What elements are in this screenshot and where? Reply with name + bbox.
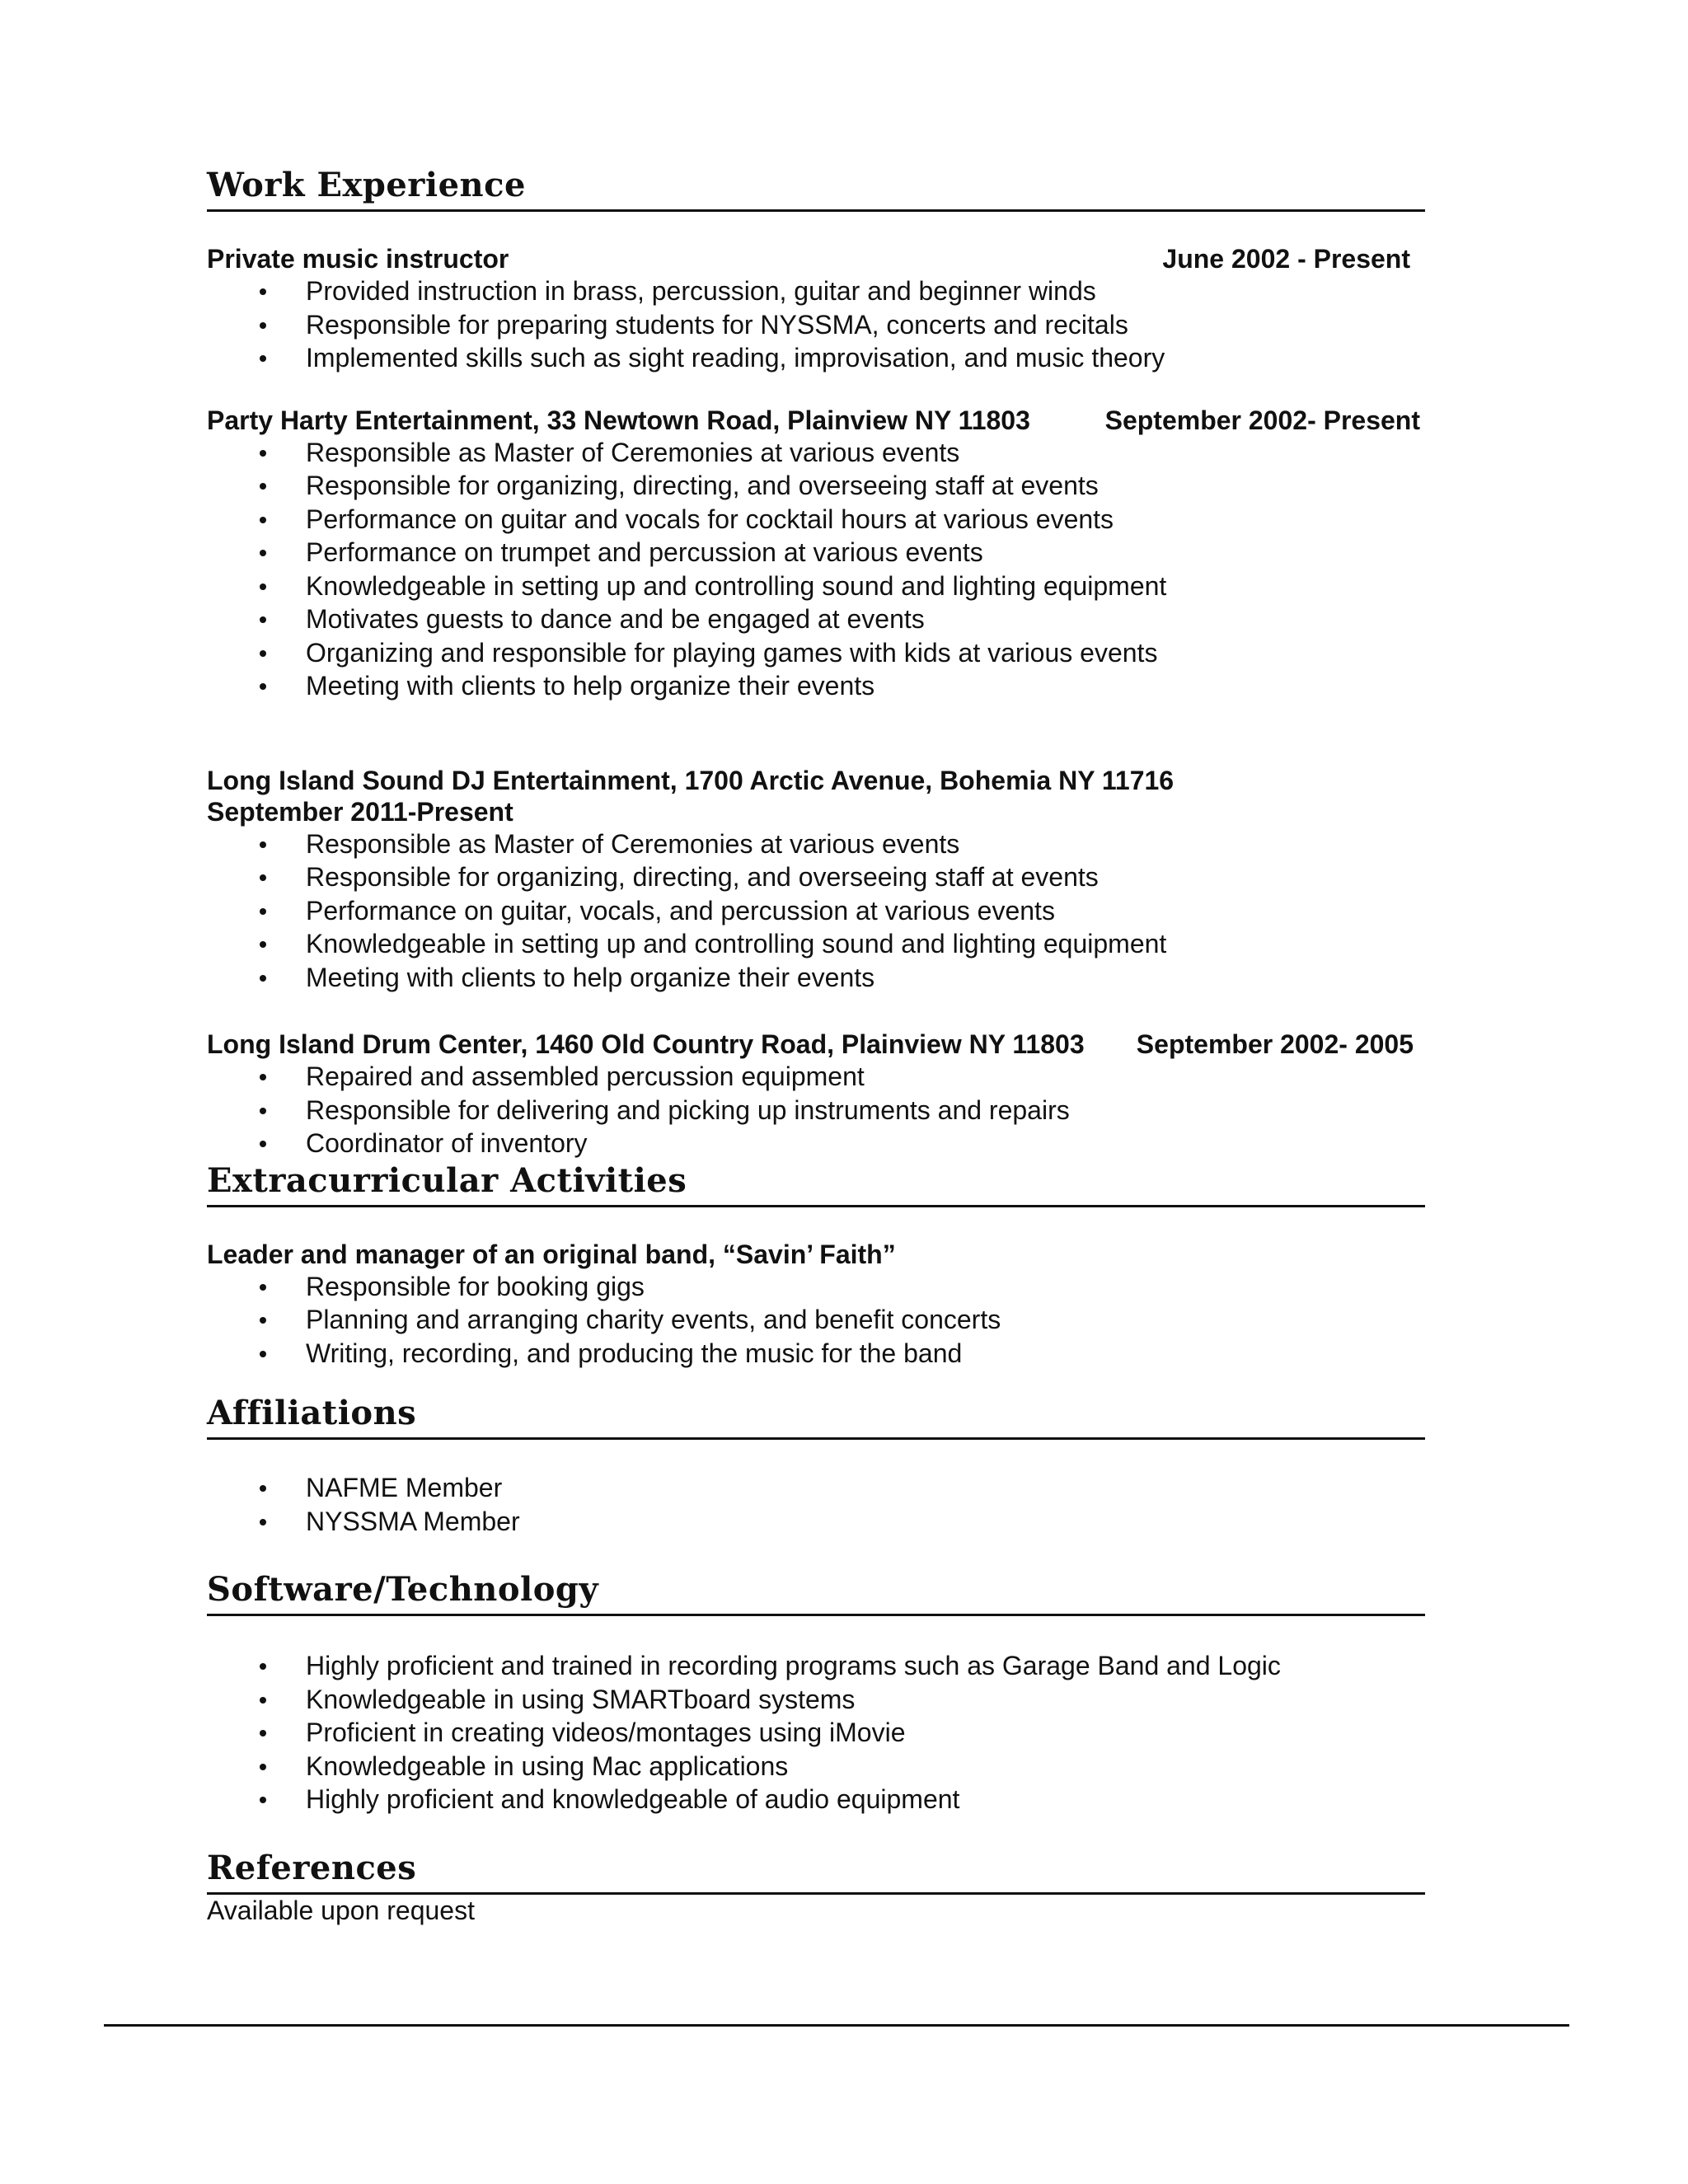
job-bullets xyxy=(207,274,1425,375)
list-item: Planning and arranging charity events, and benefit concerts xyxy=(207,1303,1425,1337)
list-item: Writing, recording, and producing the music for the band xyxy=(207,1337,1425,1371)
list-item: Responsible for preparing students for NYSSMA, concerts and recitals xyxy=(207,308,1425,342)
list-item: Knowledgeable in setting up and controlling sound and lighting equipment xyxy=(207,927,1425,961)
list-item: Implemented skills such as sight reading, improvisation, and music theory xyxy=(207,341,1425,375)
job-heading-long-island-sound: Long Island Sound DJ Entertainment, 1700 Arctic Avenue, Bohemia NY 11716 xyxy=(207,765,1175,795)
list-item: Highly proficient and knowledgeable of audio equipment xyxy=(207,1783,1425,1816)
list-item: Responsible as Master of Ceremonies at various events xyxy=(207,827,1425,861)
job-heading-drum-center xyxy=(207,1029,1425,1060)
list-item: Provided instruction in brass, percussion, guitar and beginner winds xyxy=(207,274,1425,308)
job-bullets xyxy=(207,436,1425,703)
job-date: June 2002 - Present xyxy=(1162,244,1410,274)
list-item: Coordinator of inventory xyxy=(207,1127,1425,1160)
references-text: Available upon request xyxy=(207,1895,475,1925)
activity-heading: Leader and manager of an original band, “Savin’ Faith” xyxy=(207,1239,896,1269)
list-item: Responsible as Master of Ceremonies at various events xyxy=(207,436,1425,470)
section-title-software: Software/Technology xyxy=(207,1569,1425,1616)
activity-bullets xyxy=(207,1270,1425,1371)
job-title: Long Island Drum Center, 1460 Old Country Road, Plainview NY 11803 xyxy=(207,1029,1085,1059)
job-date: September 2002- 2005 xyxy=(1136,1029,1414,1059)
list-item: NAFME Member xyxy=(207,1471,1425,1505)
list-item: Knowledgeable in setting up and controlling sound and lighting equipment xyxy=(207,569,1425,603)
list-item: Performance on guitar, vocals, and percussion at various events xyxy=(207,894,1425,928)
job-date: September 2011-Present xyxy=(207,796,513,827)
section-title-affiliations: Affiliations xyxy=(207,1393,1425,1440)
list-item: Responsible for delivering and picking up instruments and repairs xyxy=(207,1094,1425,1127)
job-title: Party Harty Entertainment, 33 Newtown Road, Plainview NY 11803 xyxy=(207,405,1030,435)
section-title-references: References xyxy=(207,1848,1425,1895)
section-title-work-experience: Work Experience xyxy=(207,165,1425,212)
resume-content xyxy=(207,165,1425,1926)
list-item: Meeting with clients to help organize their events xyxy=(207,961,1425,995)
list-item: Responsible for organizing, directing, and overseeing staff at events xyxy=(207,860,1425,894)
footer-rule xyxy=(104,2024,1569,2027)
list-item: Performance on guitar and vocals for cocktail hours at various events xyxy=(207,503,1425,537)
list-item: Responsible for booking gigs xyxy=(207,1270,1425,1304)
list-item: Knowledgeable in using SMARTboard systems xyxy=(207,1683,1425,1717)
job-bullets xyxy=(207,827,1425,995)
job-date: September 2002- Present xyxy=(1104,405,1420,435)
list-item: Performance on trumpet and percussion at various events xyxy=(207,536,1425,569)
list-item: Knowledgeable in using Mac applications xyxy=(207,1750,1425,1783)
list-item: Responsible for organizing, directing, and overseeing staff at events xyxy=(207,469,1425,503)
job-heading-private-instructor xyxy=(207,243,1425,274)
job-heading-party-harty xyxy=(207,405,1425,436)
section-title-extracurricular: Extracurricular Activities xyxy=(207,1160,1425,1207)
job-title: Private music instructor xyxy=(207,244,509,274)
list-item: Highly proficient and trained in recording programs such as Garage Band and Logic xyxy=(207,1649,1425,1683)
affiliation-bullets xyxy=(207,1471,1425,1538)
list-item: Motivates guests to dance and be engaged at events xyxy=(207,602,1425,636)
list-item: Proficient in creating videos/montages using iMovie xyxy=(207,1716,1425,1750)
list-item: NYSSMA Member xyxy=(207,1505,1425,1539)
job-bullets xyxy=(207,1060,1425,1160)
list-item: Repaired and assembled percussion equipment xyxy=(207,1060,1425,1094)
software-bullets xyxy=(207,1649,1425,1816)
list-item: Organizing and responsible for playing games with kids at various events xyxy=(207,636,1425,670)
list-item: Meeting with clients to help organize their events xyxy=(207,669,1425,703)
